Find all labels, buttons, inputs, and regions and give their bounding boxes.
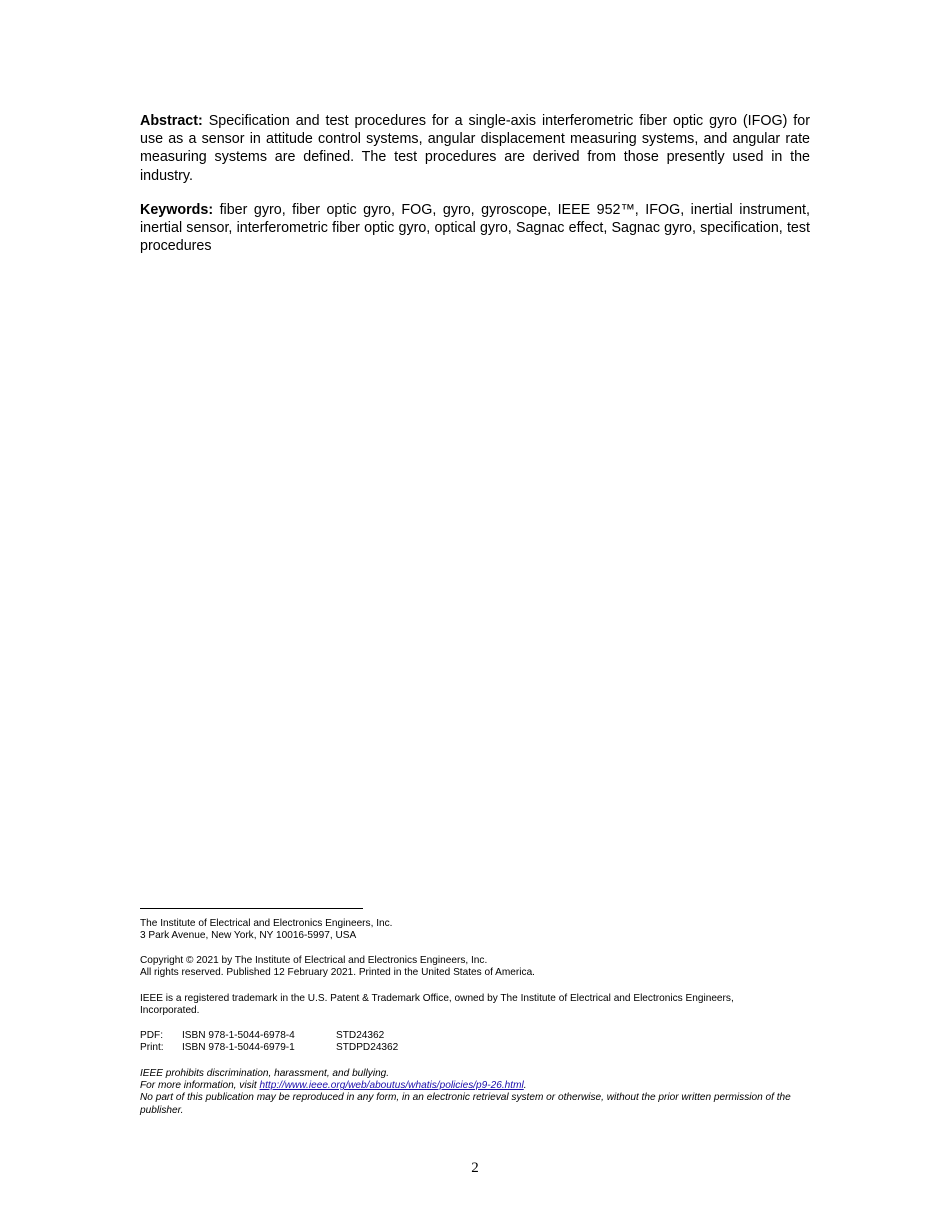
isbn-code: STD24362 <box>336 1030 385 1041</box>
reproduction-notice: No part of this publication may be reproduced in any form, in an electronic retrieval system or otherwise, without the prior written permission of the publisher. <box>140 1092 791 1116</box>
publisher-street: 3 Park Avenue, New York, NY 10016-5997, USA <box>140 930 357 942</box>
isbn-row-pdf <box>140 1030 815 1042</box>
keywords-label: Keywords: <box>140 202 214 218</box>
publisher-address <box>140 918 815 942</box>
trademark-text: IEEE is a registered trademark in the U.S. Patent & Trademark Office, owned by The Institute of Electrical and Electronics Engineers, Incorporated. <box>140 993 734 1017</box>
rights-line: All rights reserved. Published 12 February 2021. Printed in the United States of America. <box>140 967 535 979</box>
keywords-text: fiber gyro, fiber optic gyro, FOG, gyro, gyroscope, IEEE 952™, IFOG, inertial instrument, inertial sensor, interferometric fiber optic gyro, optical gyro, Sagnac effect, Sagnac gyro, specification, test procedures <box>140 202 810 255</box>
policy-link[interactable]: http://www.ieee.org/web/aboutus/whatis/policies/p9-26.html <box>259 1080 524 1092</box>
keywords-paragraph <box>140 201 810 256</box>
isbn-format: PDF: <box>140 1030 163 1041</box>
copyright-block <box>140 955 815 979</box>
isbn-number: ISBN 978-1-5044-6978-4 <box>182 1030 295 1041</box>
page-number: 2 <box>471 1160 479 1176</box>
abstract-label: Abstract: <box>140 113 203 129</box>
copyright-line: Copyright © 2021 by The Institute of Electrical and Electronics Engineers, Inc. <box>140 955 488 966</box>
isbn-row-print <box>140 1042 815 1054</box>
isbn-code: STDPD24362 <box>336 1042 399 1054</box>
trademark-notice <box>140 993 740 1017</box>
legal-notice <box>140 1068 815 1117</box>
isbn-table <box>140 1030 815 1054</box>
abstract-text: Specification and test procedures for a single-axis interferometric fiber optic gyro (IFOG) for use as a sensor in attitude control systems, angular displacement measuring systems, and angular rate measuring systems are defined. The test procedures are derived from those presently used in the industry. <box>140 113 810 184</box>
publisher-name: The Institute of Electrical and Electronics Engineers, Inc. <box>140 918 393 929</box>
more-info-suffix: . <box>523 1080 527 1092</box>
isbn-format: Print: <box>140 1042 164 1054</box>
more-info-prefix: For more information, visit <box>140 1080 260 1092</box>
isbn-number: ISBN 978-1-5044-6979-1 <box>182 1042 295 1054</box>
discrimination-notice: IEEE prohibits discrimination, harassment, and bullying. <box>140 1068 390 1079</box>
abstract-paragraph <box>140 112 810 185</box>
footer-divider <box>140 908 363 909</box>
more-info-line <box>140 1080 815 1092</box>
